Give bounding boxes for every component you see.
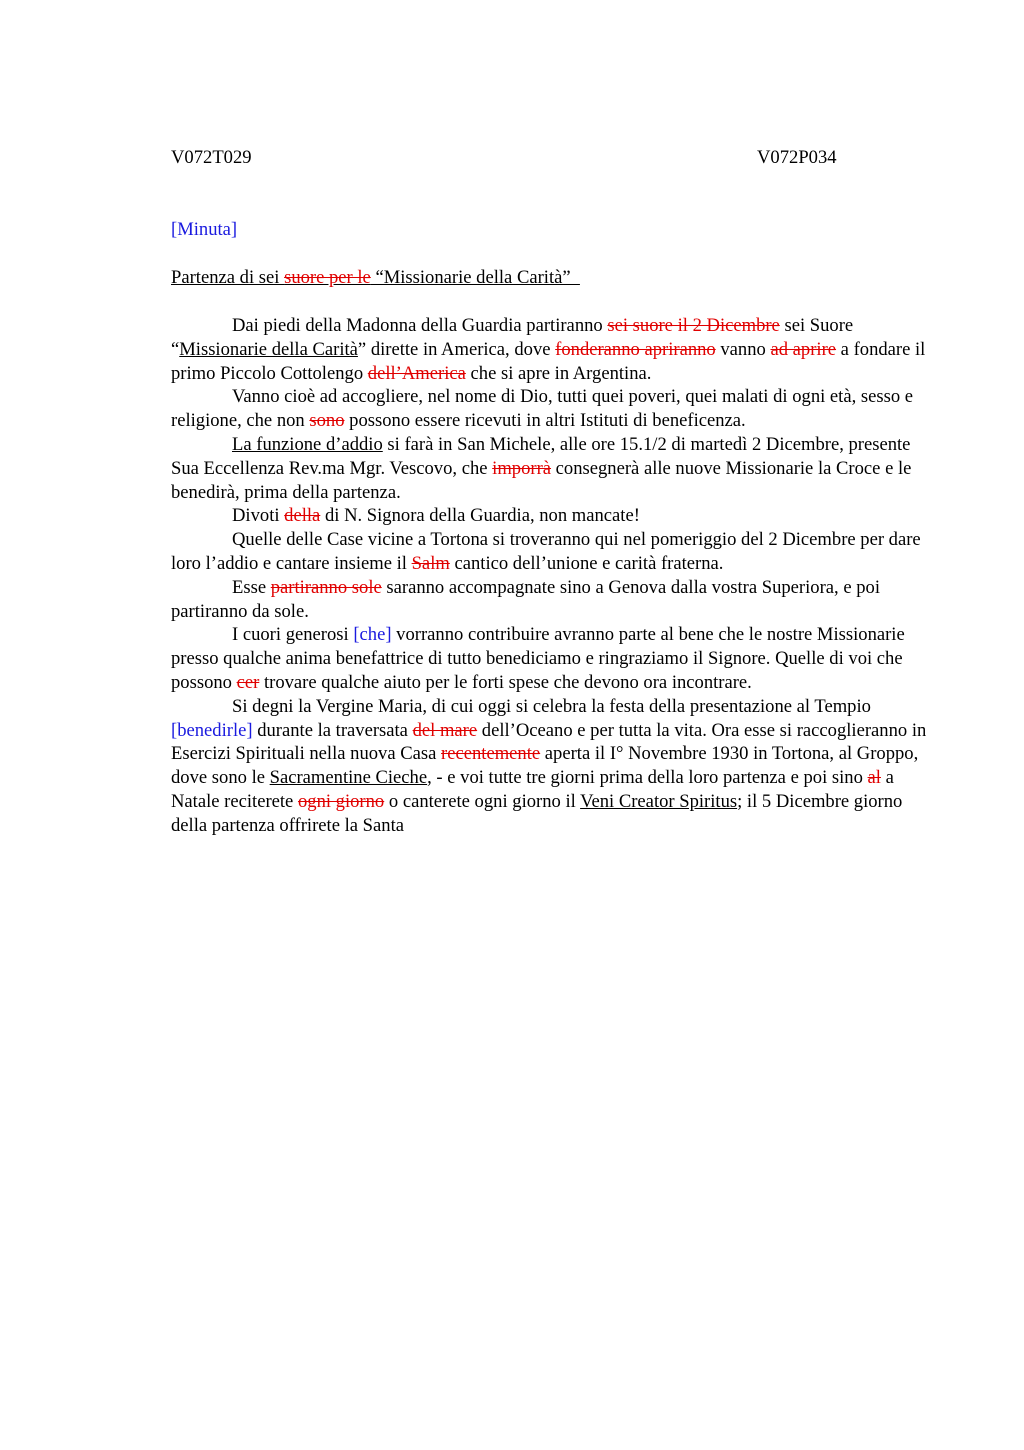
body-paragraph <box>171 623 931 694</box>
document-title <box>171 266 580 290</box>
underlined-text: Sacramentine Cieche <box>269 767 428 789</box>
underlined-text: Missionarie della Carità <box>179 338 358 360</box>
deleted-text: ad aprire <box>770 338 837 360</box>
paragraph-text: o canterete ogni giorno il <box>384 790 581 812</box>
paragraph-text: I cuori generosi <box>232 624 354 646</box>
deleted-text: ogni giorno <box>297 790 385 812</box>
document-page <box>171 146 931 836</box>
title-deleted-text: suore per le <box>284 267 371 288</box>
paragraph-text: vanno <box>715 338 771 360</box>
deleted-text: sei suore il 2 Dicembre <box>607 315 780 336</box>
paragraph-text: possono essere ricevuti in altri Istituti di beneficenza. <box>344 410 746 432</box>
body-paragraph <box>171 576 931 624</box>
inserted-text: [che] <box>353 624 392 646</box>
paragraph-text: a fondare il primo Piccolo Cottolengo <box>171 338 926 384</box>
document-header <box>171 146 931 170</box>
document-code-left: V072T029 <box>171 147 252 168</box>
underlined-text: Veni Creator Spiritus <box>580 790 738 812</box>
paragraph-text: che si apre in Argentina. <box>465 362 652 384</box>
paragraph-text: ” dirette in America, dove <box>357 338 556 360</box>
body-paragraph <box>171 695 931 838</box>
deleted-text: Salm <box>411 552 450 574</box>
paragraph-text: vorranno contribuire avranno parte al bene che le nostre Missionarie presso qualche anima benefattrice di tutto benediciamo e ringraziamo il Signore. Quelle di voi che possono <box>171 624 905 693</box>
paragraph-text: consegnerà alle nuove Missionarie la Croce e le benedirà, prima della partenza. <box>171 457 912 503</box>
paragraph-text: Dai piedi della Madonna della Guardia partiranno <box>232 315 608 336</box>
paragraph-text: Quelle delle Case vicine a Tortona si troveranno qui nel pomeriggio del 2 Dicembre per dare loro l’addio e cantare insieme il <box>171 529 921 574</box>
deleted-text: sono <box>309 410 345 432</box>
inserted-text: [benedirle] <box>171 719 253 741</box>
document-code-right: V072P034 <box>757 147 837 168</box>
title-text-part1: Partenza di sei <box>171 267 285 288</box>
paragraph-text: dell’Oceano e per tutta la vita. Ora esse si raccoglieranno in Esercizi Spirituali nella nuova Casa <box>171 719 927 765</box>
editorial-note: [Minuta] <box>171 219 238 240</box>
paragraph-text: durante la traversata <box>252 719 413 741</box>
document-body <box>171 314 931 838</box>
deleted-text: imporrà <box>492 457 552 479</box>
title-text-part2: “Missionarie della Carità” <box>370 267 580 288</box>
deleted-text: fonderanno apriranno <box>555 338 716 360</box>
paragraph-text: , - e voi tutte tre giorni prima della loro partenza e poi sino <box>427 767 868 789</box>
paragraph-text: ; il 5 Dicembre giorno della partenza offrirete la Santa <box>171 790 903 836</box>
paragraph-text: sei Suore “ <box>171 315 854 360</box>
body-paragraph <box>171 385 931 433</box>
deleted-text: cer <box>236 671 260 693</box>
body-paragraph <box>171 433 931 504</box>
deleted-text: della <box>284 505 321 527</box>
paragraph-text: aperta il I° Novembre 1930 in Tortona, al Groppo, dove sono le <box>171 743 919 789</box>
body-paragraph <box>171 314 931 385</box>
paragraph-text: Esse <box>232 576 271 598</box>
paragraph-text: si farà in San Michele, alle ore 15.1/2 di martedì 2 Dicembre, presente Sua Eccellenza Rev.ma Mgr. Vescovo, che <box>171 433 911 479</box>
body-paragraph <box>171 504 931 528</box>
underlined-text: La funzione d’addio <box>232 433 383 455</box>
paragraph-text: Vanno cioè ad accogliere, nel nome di Dio, tutti quei poveri, quei malati di ogni età, sesso e religione, che non <box>171 386 914 432</box>
deleted-text: partiranno sole <box>270 576 382 598</box>
deleted-text: recentemente <box>441 743 541 765</box>
paragraph-text: saranno accompagnate sino a Genova dalla vostra Superiora, e poi partiranno da sole. <box>171 576 880 622</box>
paragraph-text: cantico dell’unione e carità fraterna. <box>449 552 724 574</box>
paragraph-text: di N. Signora della Guardia, non mancate! <box>320 505 640 527</box>
paragraph-text: trovare qualche aiuto per le forti spese che devono ora incontrare. <box>259 671 752 693</box>
paragraph-text: Si degni la Vergine Maria, di cui oggi si celebra la festa della presentazione al Tempio <box>232 695 871 717</box>
deleted-text: dell’America <box>367 362 466 384</box>
body-paragraph <box>171 528 931 576</box>
paragraph-text: Divoti <box>232 505 285 527</box>
deleted-text: del mare <box>412 719 478 741</box>
paragraph-text: a Natale reciterete <box>171 767 894 812</box>
deleted-text: al <box>867 767 881 789</box>
